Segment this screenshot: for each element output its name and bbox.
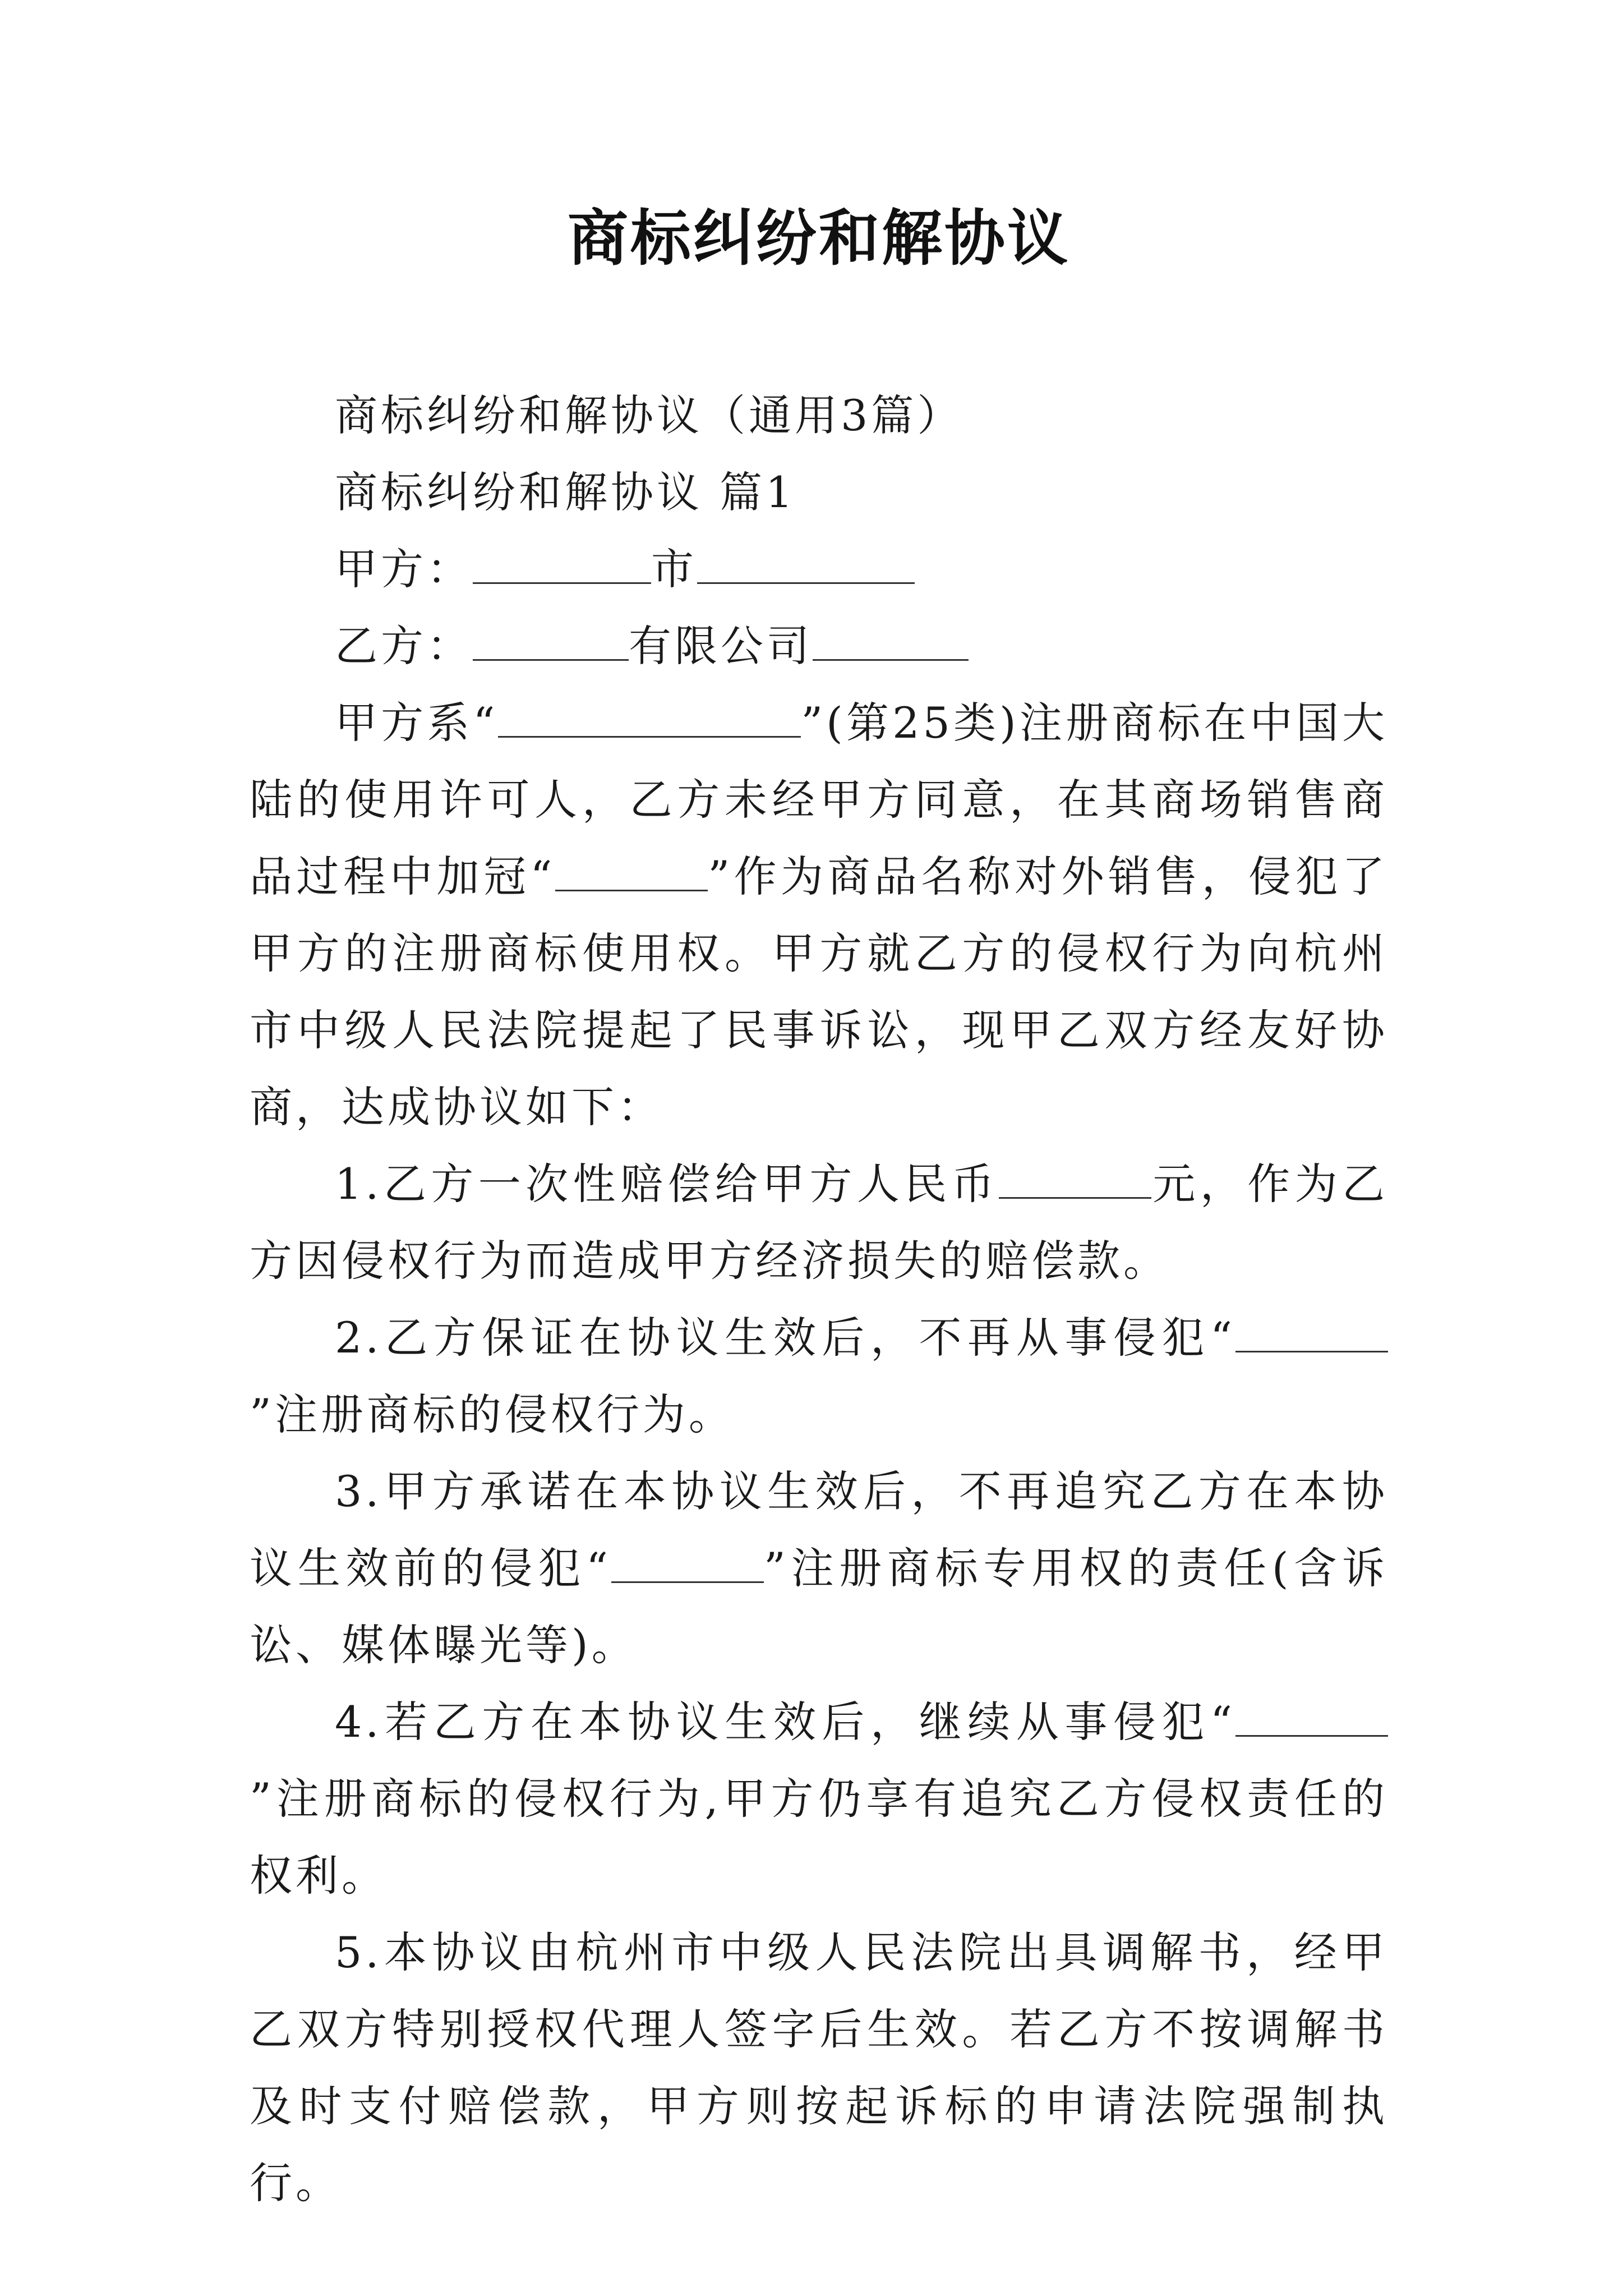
- clause-4-part-1: 4.若乙方在本协议生效后，继续从事侵犯“: [335, 1697, 1235, 1747]
- clause-1: [250, 1145, 1388, 1299]
- party-b-blank-1: [473, 625, 629, 661]
- amount-blank: [999, 1163, 1151, 1199]
- clause-1-part-1: 1.乙方一次性赔偿给甲方人民币: [335, 1159, 999, 1209]
- document-title: 商标纠纷和解协议: [567, 203, 1070, 274]
- intro-part-3: ”作为商品名称对外销售，侵犯了甲方的注册商标使用权。甲方就乙方的侵权行为向杭州市中级人民法院提起了民事诉讼，现甲乙双方经友好协商，达成协议如下：: [250, 852, 1388, 1132]
- document-body: [250, 377, 1388, 2221]
- intro-paragraph: [250, 684, 1388, 1145]
- party-b-middle: 有限公司: [629, 621, 813, 671]
- clause-4-part-2: ”注册商标的侵权行为,甲方仍享有追究乙方侵权责任的权利。: [250, 1774, 1388, 1901]
- clause-2-part-2: ”注册商标的侵权行为。: [250, 1389, 735, 1439]
- clause-4: [250, 1683, 1388, 1914]
- intro-part-2: ”(第25类)注册商标在中国大陆的使用许可人，乙方未经甲方同意，在其商场销售商品过程中加冠“: [250, 698, 1388, 901]
- trademark-blank-5: [1235, 1701, 1388, 1737]
- clause-3-part-1: 3.甲方承诺在本协议生效后，不再追究乙方在本协议生效前的侵犯“: [250, 1466, 1388, 1593]
- trademark-blank-1: [498, 702, 801, 738]
- trademark-blank-4: [611, 1548, 764, 1583]
- party-a-label: 甲方：: [335, 544, 473, 594]
- clause-1-part-2: 元，作为乙方因侵权行为而造成甲方经济损失的赔偿款。: [250, 1159, 1389, 1286]
- party-a-middle: 市: [651, 544, 697, 594]
- party-a-line: [250, 531, 1388, 608]
- intro-part-1: 甲方系“: [335, 698, 499, 748]
- party-a-blank-2: [697, 549, 915, 584]
- trademark-blank-2: [555, 856, 708, 891]
- clause-5: 5.本协议由杭州市中级人民法院出具调解书，经甲乙双方特别授权代理人签字后生效。若乙方不按调解书及时支付赔偿款，甲方则按起诉标的申请法院强制执行。: [250, 1927, 1388, 2208]
- party-b-line: [250, 608, 1388, 684]
- section-heading: 商标纠纷和解协议 篇1: [335, 467, 796, 517]
- subtitle: 商标纠纷和解协议（通用3篇）: [335, 390, 963, 440]
- clause-2: [250, 1299, 1388, 1453]
- party-b-blank-2: [813, 625, 969, 661]
- trademark-blank-3: [1235, 1317, 1388, 1352]
- party-a-blank-1: [473, 549, 651, 584]
- clause-3-part-2: ”注册商标专用权的责任(含诉讼、媒体曝光等)。: [250, 1543, 1388, 1670]
- party-b-label: 乙方：: [335, 621, 473, 671]
- clause-3: [250, 1453, 1388, 1683]
- clause-2-part-1: 2.乙方保证在协议生效后，不再从事侵犯“: [335, 1313, 1235, 1363]
